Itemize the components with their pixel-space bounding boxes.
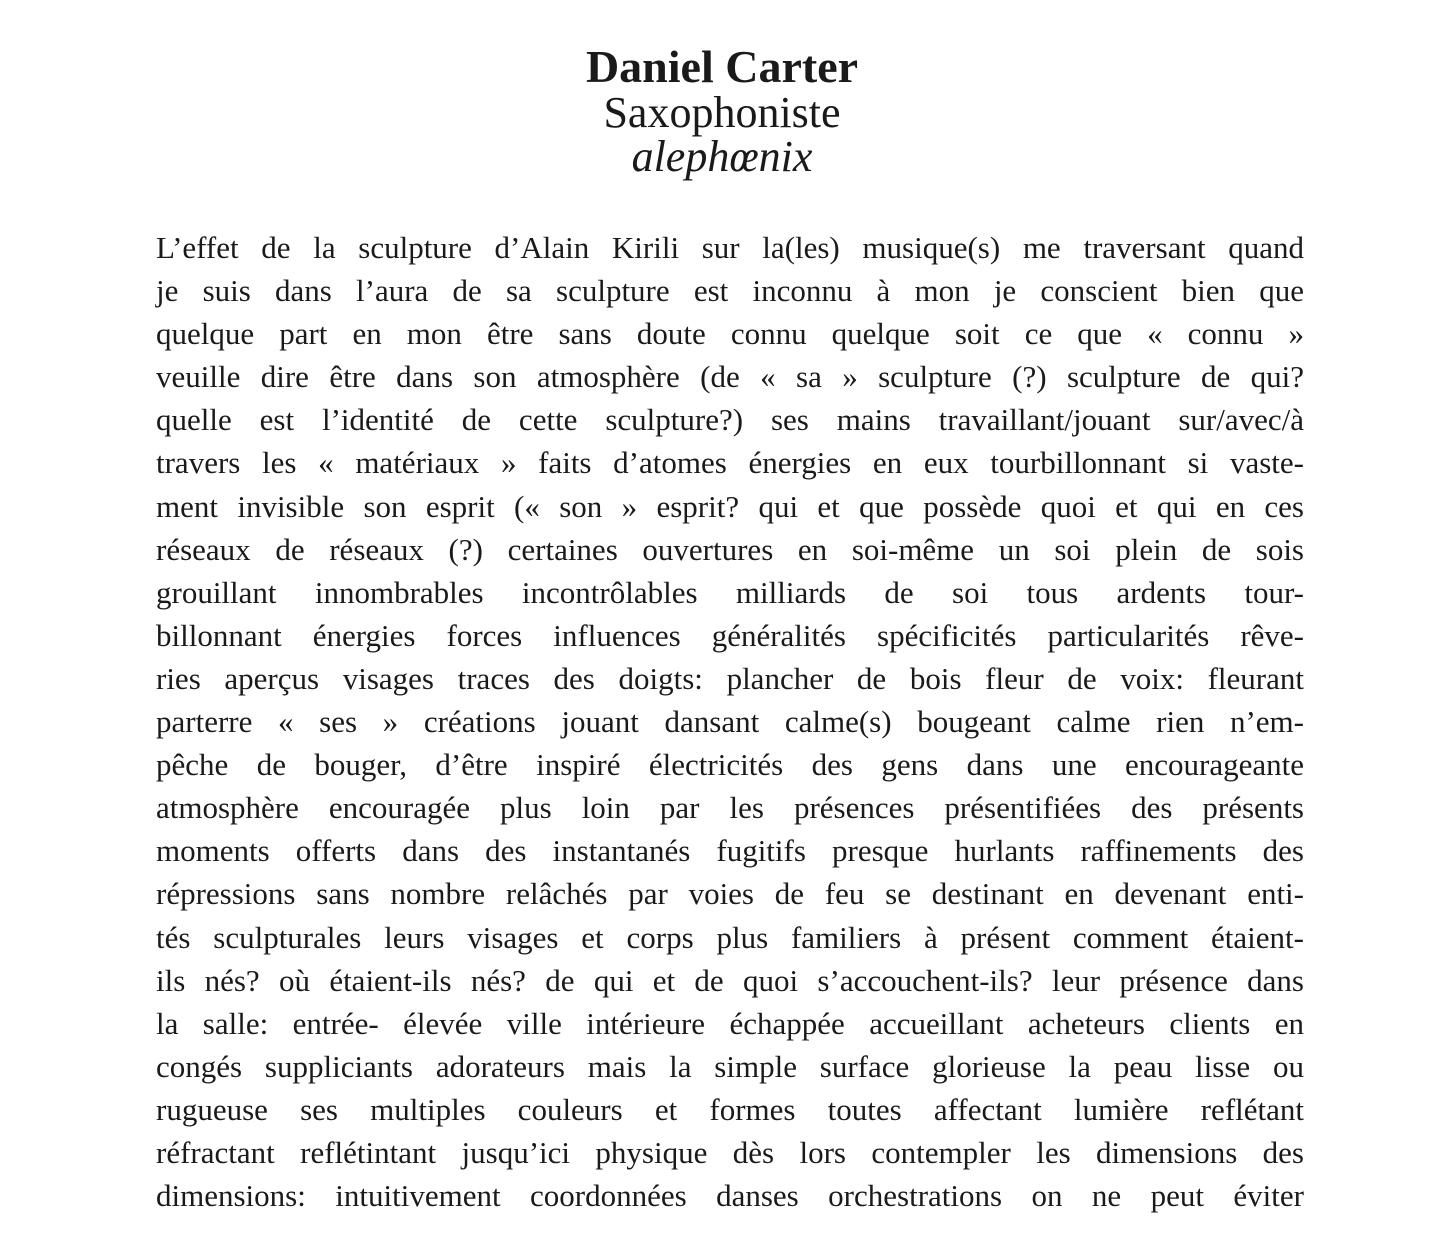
text-line: billonnant énergies forces influences généralités spécificités particularités rêve- [156,617,1304,653]
text-line: ries aperçus visages traces des doigts: plancher de bois fleur de voix: fleurant [156,660,1304,696]
text-line: quelque part en mon être sans doute connu quelque soit ce que « connu » [156,316,1304,352]
text-line: rugueuse ses multiples couleurs et formes toutes affectant lumière reflétant [156,1091,1304,1127]
body-paragraph [156,226,1304,1217]
author-role: Saxophoniste [603,88,841,137]
text-line: congés suppliciants adorateurs mais la simple surface glorieuse la peau lisse ou [156,1048,1304,1084]
text-line: moments offerts dans des instantanés fugitifs presque hurlants raffinements des [156,833,1304,869]
author-name: Daniel Carter [585,41,859,92]
text-line: atmosphère encouragée plus loin par les présences présentifiées des présents [156,790,1304,826]
page-header [0,42,1444,180]
text-line: grouillant innombrables incontrôlables milliards de soi tous ardents tour- [156,574,1304,610]
text-line: dimensions: intuitivement coordonnées danses orchestrations on ne peut éviter [156,1178,1304,1214]
author-group: alephœnix [631,132,813,181]
text-line: je suis dans l’aura de sa sculpture est inconnu à mon je conscient bien que [156,273,1304,309]
text-line: tés sculpturales leurs visages et corps plus familiers à présent comment étaient- [156,919,1304,955]
text-line: parterre « ses » créations jouant dansant calme(s) bougeant calme rien n’em- [156,704,1304,740]
text-line: réseaux de réseaux (?) certaines ouvertures en soi-même un soi plein de sois [156,531,1304,567]
text-line: répressions sans nombre relâchés par voies de feu se destinant en devenant enti- [156,876,1304,912]
text-line: L’effet de la sculpture d’Alain Kirili sur la(les) musique(s) me traversant quand [156,230,1304,265]
text-line: pêche de bouger, d’être inspiré électricités des gens dans une encourageante [156,747,1304,783]
text-line: ils nés? où étaient-ils nés? de qui et de quoi s’accouchent-ils? leur présence dans [156,962,1304,998]
text-line: quelle est l’identité de cette sculpture?) ses mains travaillant/jouant sur/avec/à [156,402,1304,438]
text-line: réfractant reflétintant jusqu’ici physique dès lors contempler les dimensions des [156,1134,1304,1170]
text-line: veuille dire être dans son atmosphère (de « sa » sculpture (?) sculpture de qui? [156,359,1304,395]
text-line: ment invisible son esprit (« son » esprit? qui et que possède quoi et qui en ces [156,488,1304,524]
text-line: la salle: entrée- élevée ville intérieure échappée accueillant acheteurs clients en [156,1005,1304,1041]
text-line: travers les « matériaux » faits d’atomes énergies en eux tourbillonnant si vaste- [156,445,1304,481]
